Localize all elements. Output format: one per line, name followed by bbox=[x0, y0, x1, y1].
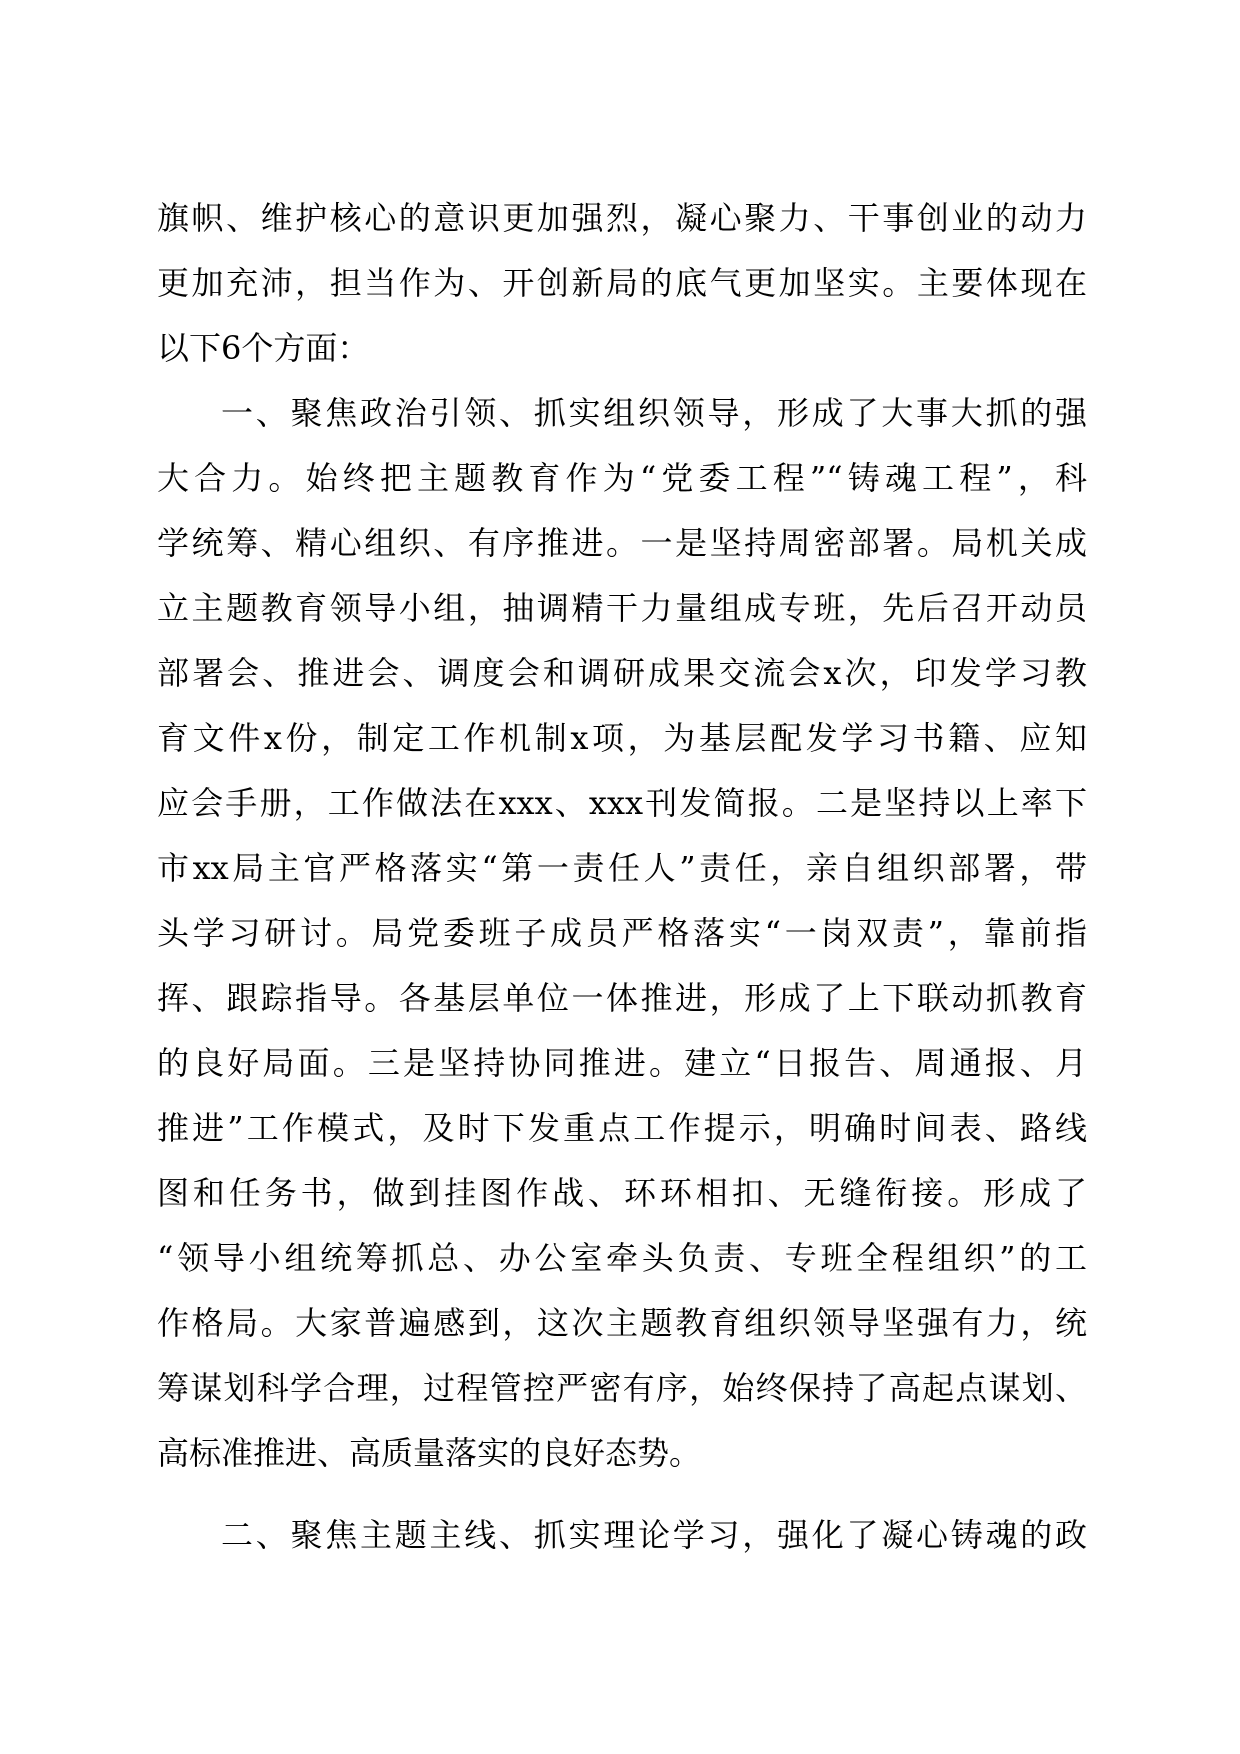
section-heading-line: 一、聚焦政治引领、抓实组织领导，形成了大事大抓的强 bbox=[221, 394, 1087, 432]
text-line: 更加充沛，担当作为、开创新局的底气更加坚实。主要体现在 bbox=[157, 264, 1087, 302]
text-line: 应会手册，工作做法在xxx、xxx刊发简报。二是坚持以上率下 bbox=[157, 784, 1087, 822]
text-line: 育文件x份，制定工作机制x项，为基层配发学习书籍、应知 bbox=[157, 719, 1087, 757]
text-line: 市xx局主官严格落实“第一责任人”责任，亲自组织部署，带 bbox=[157, 849, 1087, 887]
paragraph-section-one bbox=[157, 381, 1087, 1486]
text-line: 高标准推进、高质量落实的良好态势。 bbox=[157, 1434, 702, 1472]
text-line: 的良好局面。三是坚持协同推进。建立“日报告、周通报、月 bbox=[157, 1044, 1087, 1082]
text-line: 学统筹、精心组织、有序推进。一是坚持周密部署。局机关成 bbox=[157, 524, 1087, 562]
text-line: 头学习研讨。局党委班子成员严格落实“一岗双责”，靠前指 bbox=[157, 914, 1087, 952]
body-text bbox=[157, 186, 1087, 1568]
text-line: 作格局。大家普遍感到，这次主题教育组织领导坚强有力，统 bbox=[157, 1304, 1087, 1342]
text-line: 推进”工作模式，及时下发重点工作提示，明确时间表、路线 bbox=[157, 1109, 1087, 1147]
text-line: 立主题教育领导小组，抽调精干力量组成专班，先后召开动员 bbox=[157, 589, 1087, 627]
text-line: 以下6个方面： bbox=[157, 329, 370, 367]
paragraph-section-two bbox=[157, 1503, 1087, 1568]
text-line: “领导小组统筹抓总、办公室牵头负责、专班全程组织”的工 bbox=[157, 1239, 1087, 1277]
text-line: 大合力。始终把主题教育作为“党委工程”“铸魂工程”，科 bbox=[157, 459, 1087, 497]
text-line: 筹谋划科学合理，过程管控严密有序，始终保持了高起点谋划、 bbox=[157, 1369, 1087, 1407]
text-line: 挥、跟踪指导。各基层单位一体推进，形成了上下联动抓教育 bbox=[157, 979, 1087, 1017]
text-line: 旗帜、维护核心的意识更加强烈，凝心聚力、干事创业的动力 bbox=[157, 199, 1087, 237]
text-line: 部署会、推进会、调度会和调研成果交流会x次，印发学习教 bbox=[157, 654, 1087, 692]
paragraph-continued bbox=[157, 186, 1087, 381]
text-line: 图和任务书，做到挂图作战、环环相扣、无缝衔接。形成了 bbox=[157, 1174, 1087, 1212]
section-heading-line: 二、聚焦主题主线、抓实理论学习，强化了凝心铸魂的政 bbox=[221, 1516, 1087, 1554]
